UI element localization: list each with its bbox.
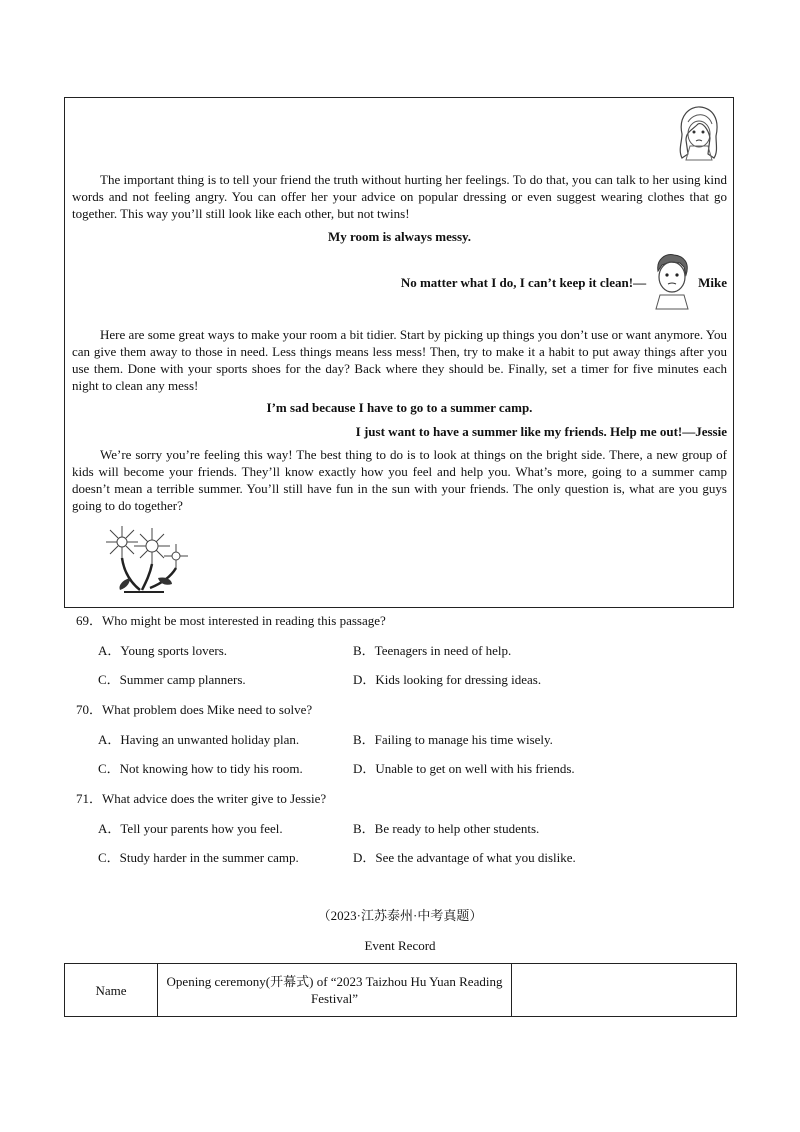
girl-illustration [672,102,726,162]
question-71-option-c[interactable]: C．Study harder in the summer camp. [98,850,299,865]
question-71-option-a[interactable]: A．Tell your parents how you feel. [98,821,283,836]
question-69-option-b[interactable]: B．Teenagers in need of help. [353,643,512,658]
source-note: （2023·江苏泰州·中考真题） [317,908,483,923]
jessie-problem-line-1: I’m sad because I have to go to a summer camp. [266,400,533,415]
question-70-option-d[interactable]: D．Unable to get on well with his friends. [353,761,575,776]
event-record-table [64,963,737,1017]
mike-problem-line-2: No matter what I do, I can’t keep it clean!— [400,274,647,290]
boy-illustration [650,253,694,311]
advice-paragraph-3: We’re sorry you’re feeling this way! The best thing to do is to look at things on the bright side. There, a new group of kids will become your friends. They’ll know exactly how you feel and help you. What’s more, going to a summer camp doesn’t mean a terrible summer. You’ll still have fun in the sun with your friends. The only question is, what are you guys going to do together? [72,447,727,513]
mike-signature [401,252,727,312]
question-69-option-d[interactable]: D．Kids looking for dressing ideas. [353,672,542,687]
question-69-option-c[interactable]: C．Summer camp planners. [98,672,246,687]
question-69-stem: 69．Who might be most interested in reading this passage? [76,613,386,628]
table-answer-cell[interactable] [512,964,737,1017]
question-71-option-b[interactable]: B．Be ready to help other students. [353,821,540,836]
advice-paragraph-1: The important thing is to tell your friend the truth without hurting her feelings. To do that, you can talk to her using kind words and not feeling angry. You can offer her your advice on popular dressing or even suggest wearing clothes that go together. This way you’ll still look like each other, but not twins! [72,172,727,221]
flowers-illustration [100,522,190,594]
advice-paragraph-2: Here are some great ways to make your room a bit tidier. Start by picking up things you don’t use or want anymore. You can give them away to those in need. Less things means less mess! Then, try to make it a habit to put away things after you use them. Done with your sports shoes for the day? Back where they should be. Finally, set a timer for five minutes each night to clean any mess! [72,327,727,393]
question-70-option-c[interactable]: C．Not knowing how to tidy his room. [98,761,303,776]
mike-problem-line-1: My room is always messy. [327,229,472,244]
table-value-name: Opening ceremony(开幕式) of “2023 Taizhou Hu Yuan Reading Festival” [158,964,512,1017]
question-69-option-a[interactable]: A．Young sports lovers. [98,643,228,658]
question-71-stem: 71．What advice does the writer give to Jessie? [76,791,327,806]
question-71-option-d[interactable]: D．See the advantage of what you dislike. [353,850,576,865]
event-record-title: Event Record [364,938,436,953]
question-70-option-a[interactable]: A．Having an unwanted holiday plan. [98,732,300,747]
table-row [65,964,737,1017]
question-70-option-b[interactable]: B．Failing to manage his time wisely. [353,732,553,747]
jessie-problem-line-2: I just want to have a summer like my friends. Help me out!—Jessie [355,424,727,439]
mike-name: Mike [698,274,727,290]
table-label-name: Name [65,964,158,1017]
question-70-stem: 70．What problem does Mike need to solve? [76,702,313,717]
